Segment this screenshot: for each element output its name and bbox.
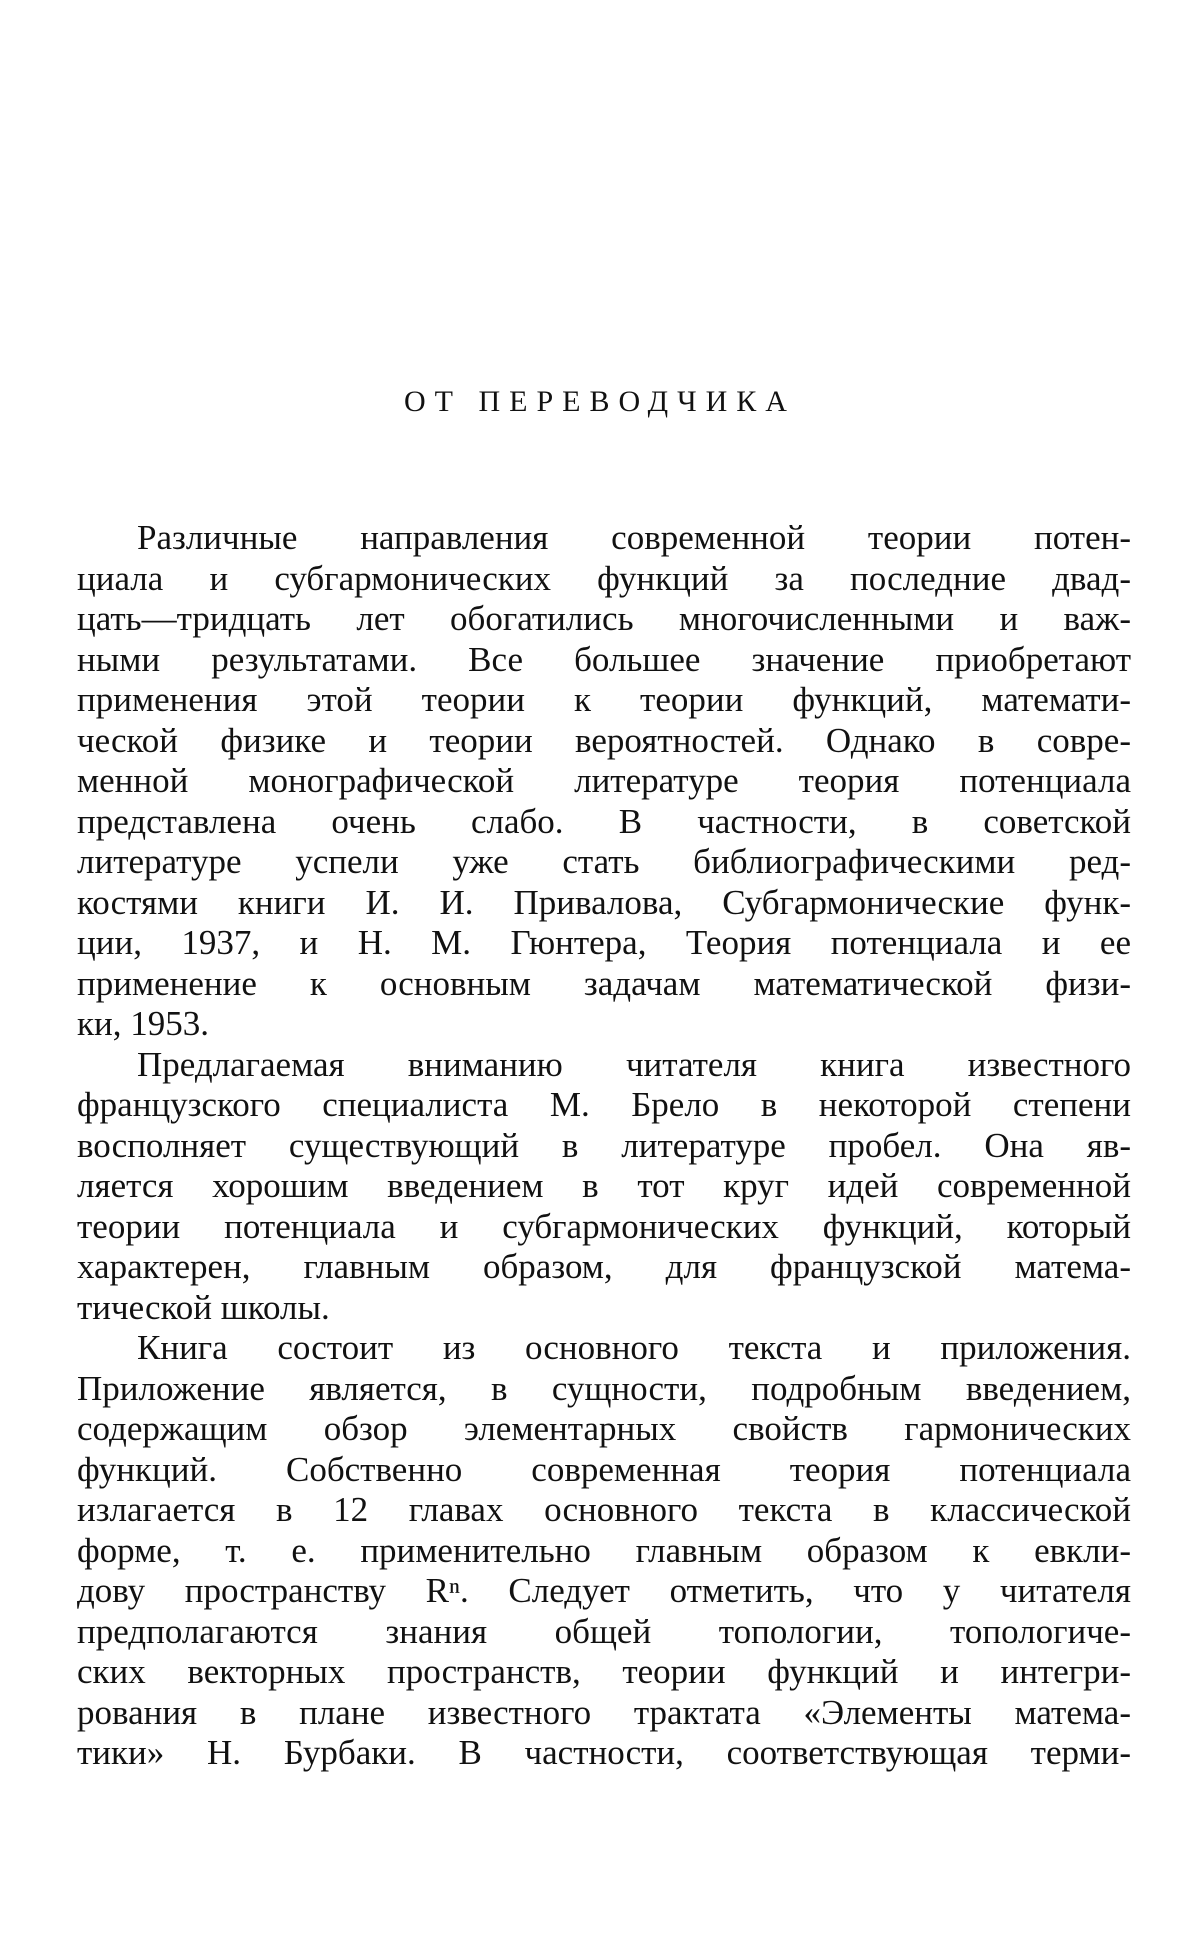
text-line: характерен, главным образом, для французской матема- — [77, 1247, 1131, 1286]
text-line: французского специалиста М. Брело в некоторой степени — [77, 1085, 1131, 1124]
text-line: форме, т. е. применительно главным образом к евкли- — [77, 1530, 1131, 1570]
text-line: теории потенциала и субгармонических функций, который — [77, 1206, 1131, 1246]
text-line: восполняет существующий в литературе пробел. Она яв- — [77, 1125, 1131, 1165]
text-line: излагается в 12 главах основного текста в классической — [77, 1490, 1131, 1529]
text-line: тической школы. — [77, 1287, 330, 1327]
paragraph-3 — [77, 1328, 1131, 1774]
text-line: рования в плане известного трактата «Элементы матема- — [77, 1692, 1131, 1732]
text-line: Книга состоит из основного текста и приложения. — [137, 1328, 1131, 1367]
text-line: ческой физике и теории вероятностей. Однако в совре- — [77, 720, 1131, 760]
text-line: Различные направления современной теории потен- — [137, 518, 1131, 557]
text-line: применение к основным задачам математической физи- — [77, 963, 1131, 1003]
text-line: содержащим обзор элементарных свойств гармонических — [77, 1409, 1131, 1448]
text-line: ских векторных пространств, теории функций и интегри- — [77, 1652, 1131, 1691]
text-line: функций. Собственно современная теория потенциала — [77, 1449, 1131, 1489]
text-line: цать—тридцать лет обогатились многочисленными и важ- — [77, 599, 1131, 638]
text-line: циала и субгармонических функций за последние двад- — [77, 558, 1131, 598]
page-heading: ОТ ПЕРЕВОДЧИКА — [404, 385, 796, 418]
text-line: ции, 1937, и Н. М. Гюнтера, Теория потенциала и ее — [77, 923, 1131, 962]
text-line: представлена очень слабо. В частности, в советской — [77, 801, 1131, 841]
paragraph-1 — [77, 518, 1131, 1045]
text-line: менной монографической литературе теория потенциала — [77, 761, 1131, 800]
body-text — [77, 518, 1131, 1774]
text-line: литературе успели уже стать библиографическими ред- — [77, 842, 1131, 881]
text-line: ляется хорошим введением в тот круг идей современной — [77, 1166, 1131, 1205]
text-line: тики» Н. Бурбаки. В частности, соответствующая терми- — [77, 1733, 1131, 1772]
text-line: применения этой теории к теории функций, математи- — [77, 680, 1131, 719]
text-line: ными результатами. Все большее значение приобретают — [77, 639, 1131, 679]
text-line: костями книги И. И. Привалова, Субгармонические функ- — [77, 882, 1131, 922]
text-line: предполагаются знания общей топологии, топологиче- — [77, 1611, 1131, 1651]
text-line: Предлагаемая вниманию читателя книга известного — [137, 1044, 1131, 1084]
text-line: ки, 1953. — [77, 1004, 209, 1043]
text-line: Приложение является, в сущности, подробным введением, — [77, 1368, 1131, 1408]
paragraph-2 — [77, 1045, 1131, 1329]
text-line: дову пространству Rⁿ. Следует отметить, что у читателя — [77, 1571, 1131, 1610]
